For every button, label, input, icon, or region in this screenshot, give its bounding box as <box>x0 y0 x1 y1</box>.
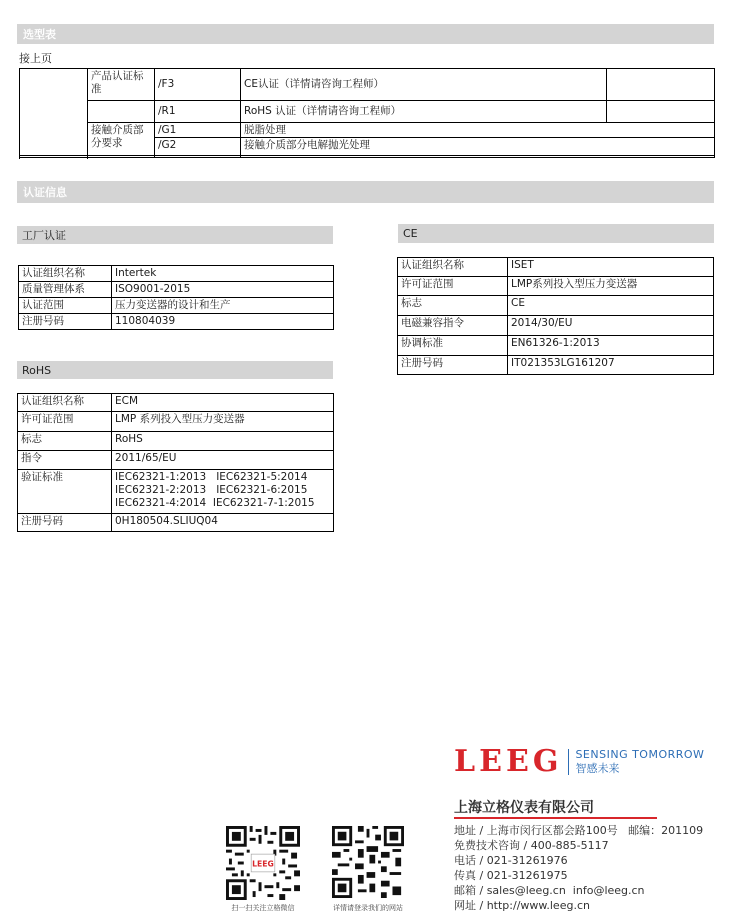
table-row <box>20 138 715 156</box>
contact-address: 地址 / 上海市闵行区都会路100号 邮编：201109 <box>454 824 704 837</box>
rohs-value: LMP 系列投入型压力变送器 <box>112 412 334 432</box>
qr-center-logo: LEEG <box>252 859 274 869</box>
factory-value: 压力变送器的设计和生产 <box>112 298 334 314</box>
rohs-key: 标志 <box>18 432 112 451</box>
rohs-key: 指令 <box>18 451 112 470</box>
factory-title-bar <box>17 226 333 244</box>
selection-extra <box>607 69 715 101</box>
website-qr-caption: 详情请登录我们的网站 <box>333 904 403 912</box>
rohs-value: ECM <box>112 394 334 412</box>
factory-key: 质量管理体系 <box>19 282 112 298</box>
contact-block <box>454 823 724 913</box>
selection-code: /G2 <box>155 138 241 156</box>
table-row <box>398 296 714 316</box>
logo-divider <box>568 749 569 775</box>
selection-desc: 脱脂处理 <box>241 123 715 158</box>
ce-title-bar <box>398 224 714 243</box>
rohs-standards <box>112 470 334 514</box>
selection-desc: CE认证（详情请咨询工程师） <box>241 69 607 101</box>
selection-table-g2 <box>19 137 715 156</box>
slogan <box>575 748 704 776</box>
ce-key: 标志 <box>398 296 508 316</box>
rohs-key: 注册号码 <box>18 514 112 532</box>
factory-value: Intertek <box>112 266 334 282</box>
rohs-value: 2011/65/EU <box>112 451 334 470</box>
table-row <box>18 470 334 514</box>
table-row <box>18 432 334 451</box>
selection-desc: 接触介质部分电解抛光处理 <box>241 138 715 156</box>
table-row <box>398 277 714 296</box>
ce-value: IT021353LG161207 <box>508 356 714 375</box>
contact-website[interactable]: 网址 / http://www.leeg.cn <box>454 899 590 912</box>
table-row <box>398 356 714 375</box>
wechat-qr-code <box>226 826 300 900</box>
continued-label: 接上页 <box>19 52 52 65</box>
table-row <box>20 69 715 101</box>
selection-code: /F3 <box>155 69 241 101</box>
table-row <box>398 336 714 356</box>
slogan-en: SENSING TOMORROW <box>575 747 705 761</box>
table-row <box>18 514 334 532</box>
cert-heading: 认证信息 <box>23 186 67 199</box>
selection-group <box>88 101 155 123</box>
ce-key: 协调标准 <box>398 336 508 356</box>
company-name: 上海立格仪表有限公司 <box>454 800 594 816</box>
logo-wordmark: LEEG <box>454 744 563 779</box>
rohs-title-bar <box>17 361 333 379</box>
ce-title: CE <box>403 227 418 240</box>
table-row <box>20 101 715 123</box>
factory-title: 工厂认证 <box>22 229 66 242</box>
table-row <box>398 316 714 336</box>
slogan-cn: 智感未来 <box>575 761 620 775</box>
factory-value: 110804039 <box>112 314 334 330</box>
table-row <box>19 314 334 330</box>
ce-key: 注册号码 <box>398 356 508 375</box>
ce-key: 认证组织名称 <box>398 258 508 277</box>
selection-code: /G1 <box>155 123 241 158</box>
ce-key: 许可证范围 <box>398 277 508 296</box>
selection-blank-cell <box>20 138 88 156</box>
website-qr-code <box>332 826 404 898</box>
selection-heading: 选型表 <box>23 28 56 41</box>
table-row <box>19 282 334 298</box>
contact-hotline: 免费技术咨询 / 400-885-5117 <box>454 839 609 852</box>
selection-group: 接触介质部分要求 <box>88 123 155 158</box>
contact-email: 邮箱 / sales@leeg.cn info@leeg.cn <box>454 884 645 897</box>
selection-desc: RoHS 认证（详情请咨询工程师） <box>241 101 607 123</box>
factory-key: 注册号码 <box>19 314 112 330</box>
rohs-key: 验证标准 <box>18 470 112 514</box>
ce-value: 2014/30/EU <box>508 316 714 336</box>
rohs-title: RoHS <box>22 363 52 377</box>
ce-value: LMP系列投入型压力变送器 <box>508 277 714 296</box>
table-row <box>18 394 334 412</box>
ce-value: EN61326-1:2013 <box>508 336 714 356</box>
ce-value: CE <box>508 296 714 316</box>
rohs-standard-line: IEC62321-4:2014 IEC62321-7-1:2015 <box>115 497 315 509</box>
selection-heading-bar <box>17 24 714 44</box>
rohs-key: 许可证范围 <box>18 412 112 432</box>
factory-key: 认证范围 <box>19 298 112 314</box>
rohs-value: 0H180504.SLIUQ04 <box>112 514 334 532</box>
wechat-qr-caption: 扫一扫关注立格微信 <box>231 904 295 912</box>
factory-value: ISO9001-2015 <box>112 282 334 298</box>
rohs-standard-line: IEC62321-1:2013 IEC62321-5:2014 <box>115 471 308 483</box>
factory-table <box>18 265 334 330</box>
selection-extra <box>607 101 715 123</box>
table-row <box>18 412 334 432</box>
company-underline <box>454 817 657 819</box>
factory-key: 认证组织名称 <box>19 266 112 282</box>
rohs-value: RoHS <box>112 432 334 451</box>
contact-fax: 传真 / 021-31261975 <box>454 869 568 882</box>
contact-phone: 电话 / 021-31261976 <box>454 854 568 867</box>
cert-heading-bar <box>17 181 714 203</box>
selection-group <box>88 138 155 156</box>
table-row <box>19 266 334 282</box>
selection-group: 产品认证标准 <box>88 69 155 101</box>
table-row <box>18 451 334 470</box>
selection-code: /R1 <box>155 101 241 123</box>
brand-logo <box>454 744 704 779</box>
ce-value: ISET <box>508 258 714 277</box>
rohs-table <box>17 393 334 532</box>
table-row <box>398 258 714 277</box>
ce-table <box>397 257 714 375</box>
rohs-standard-line: IEC62321-2:2013 IEC62321-6:2015 <box>115 484 308 496</box>
table-row <box>19 298 334 314</box>
rohs-key: 认证组织名称 <box>18 394 112 412</box>
ce-key: 电磁兼容指令 <box>398 316 508 336</box>
